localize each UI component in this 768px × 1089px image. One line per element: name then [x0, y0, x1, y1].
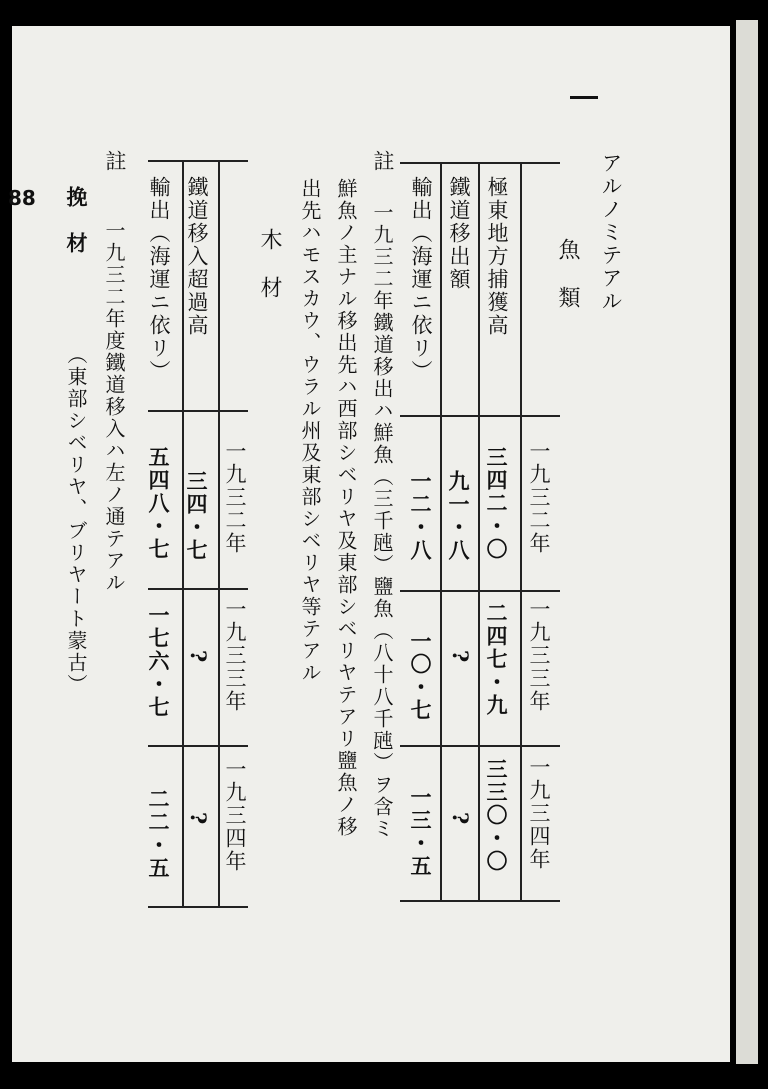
fish-cell: 二四七・九: [484, 602, 509, 717]
fish-row-label: 輸出（海運ニ依リ）: [409, 176, 433, 383]
fish-cell: 一〇・七: [408, 630, 433, 722]
timber-row-label: 鐵道移入超過高: [185, 176, 209, 337]
fish-note-line: 出先ハモスカウ、ウラル州及東部シベリヤ等テアル: [298, 178, 322, 684]
fish-table-col-rule-2: [400, 745, 560, 747]
timber-table-header-rule: [148, 410, 248, 412]
timber-row-label: 輸出（海運ニ依リ）: [147, 176, 171, 383]
fish-cell: 一二・八: [408, 470, 433, 562]
timber-col-header: 一九三四年: [223, 758, 247, 873]
logs-region: （東部シベリヤ、ブリヤート蒙古）: [64, 344, 88, 696]
intro-text: アルノミテアル: [599, 152, 623, 313]
timber-heading: 木 材: [257, 228, 282, 300]
timber-table-bottom-rule: [148, 906, 248, 908]
timber-cell: 五四八・七: [146, 446, 171, 561]
section-dash: [570, 96, 598, 99]
timber-note-mark: 註: [103, 150, 127, 173]
timber-note-line: 一九三二年度鐵道移入ハ左ノ通テアル: [102, 220, 126, 594]
timber-cell: 一七六・七: [146, 604, 171, 719]
fish-table-divider-1: [520, 162, 522, 902]
fish-heading: 魚 類: [555, 238, 580, 310]
fish-table-top-rule: [400, 162, 560, 164]
timber-table-col-rule-2: [148, 745, 248, 747]
fish-cell: ?: [448, 650, 473, 665]
fish-col-header: 一九三二年: [527, 440, 551, 555]
timber-cell: ?: [186, 650, 211, 665]
fish-cell: 三三〇・〇: [484, 758, 509, 873]
fish-col-header: 一九三三年: [527, 598, 551, 713]
adjacent-page-edge: [736, 20, 758, 1064]
fish-table-divider-3: [440, 162, 442, 902]
timber-col-header: 一九三三年: [223, 598, 247, 713]
logs-label: 挽 材: [64, 186, 89, 255]
fish-cell: 三四二・〇: [484, 446, 509, 561]
timber-col-header: 一九三二年: [223, 440, 247, 555]
timber-cell: 二二・五: [146, 788, 171, 880]
fish-table-divider-2: [478, 162, 480, 902]
timber-cell: 三四・七: [184, 470, 209, 562]
fish-table-bottom-rule: [400, 900, 560, 902]
fish-note-line: 鮮魚ノ主ナル移出先ハ西部シベリヤ及東部シベリヤテアリ鹽魚ノ移: [334, 178, 358, 838]
timber-table-col-rule-1: [148, 588, 248, 590]
fish-note-line: 一九三二年鐵道移出ハ鮮魚（三千瓲）鹽魚（八十八千瓲）ヲ含ミ: [370, 202, 394, 840]
timber-table-divider-1: [218, 160, 220, 908]
fish-row-label: 鐵道移出額: [447, 176, 471, 291]
fish-cell: 九一・八: [446, 470, 471, 562]
timber-table-top-rule: [148, 160, 248, 162]
fish-table-header-rule: [400, 415, 560, 417]
fish-note-mark: 註: [371, 150, 395, 173]
fish-cell: ?: [448, 812, 473, 827]
fish-table-col-rule-1: [400, 590, 560, 592]
timber-cell: ?: [186, 812, 211, 827]
page-number: 88: [8, 186, 36, 210]
fish-col-header: 一九三四年: [527, 756, 551, 871]
fish-row-label: 極東地方捕獲高: [485, 176, 509, 337]
fish-cell: 一三・五: [408, 786, 433, 878]
